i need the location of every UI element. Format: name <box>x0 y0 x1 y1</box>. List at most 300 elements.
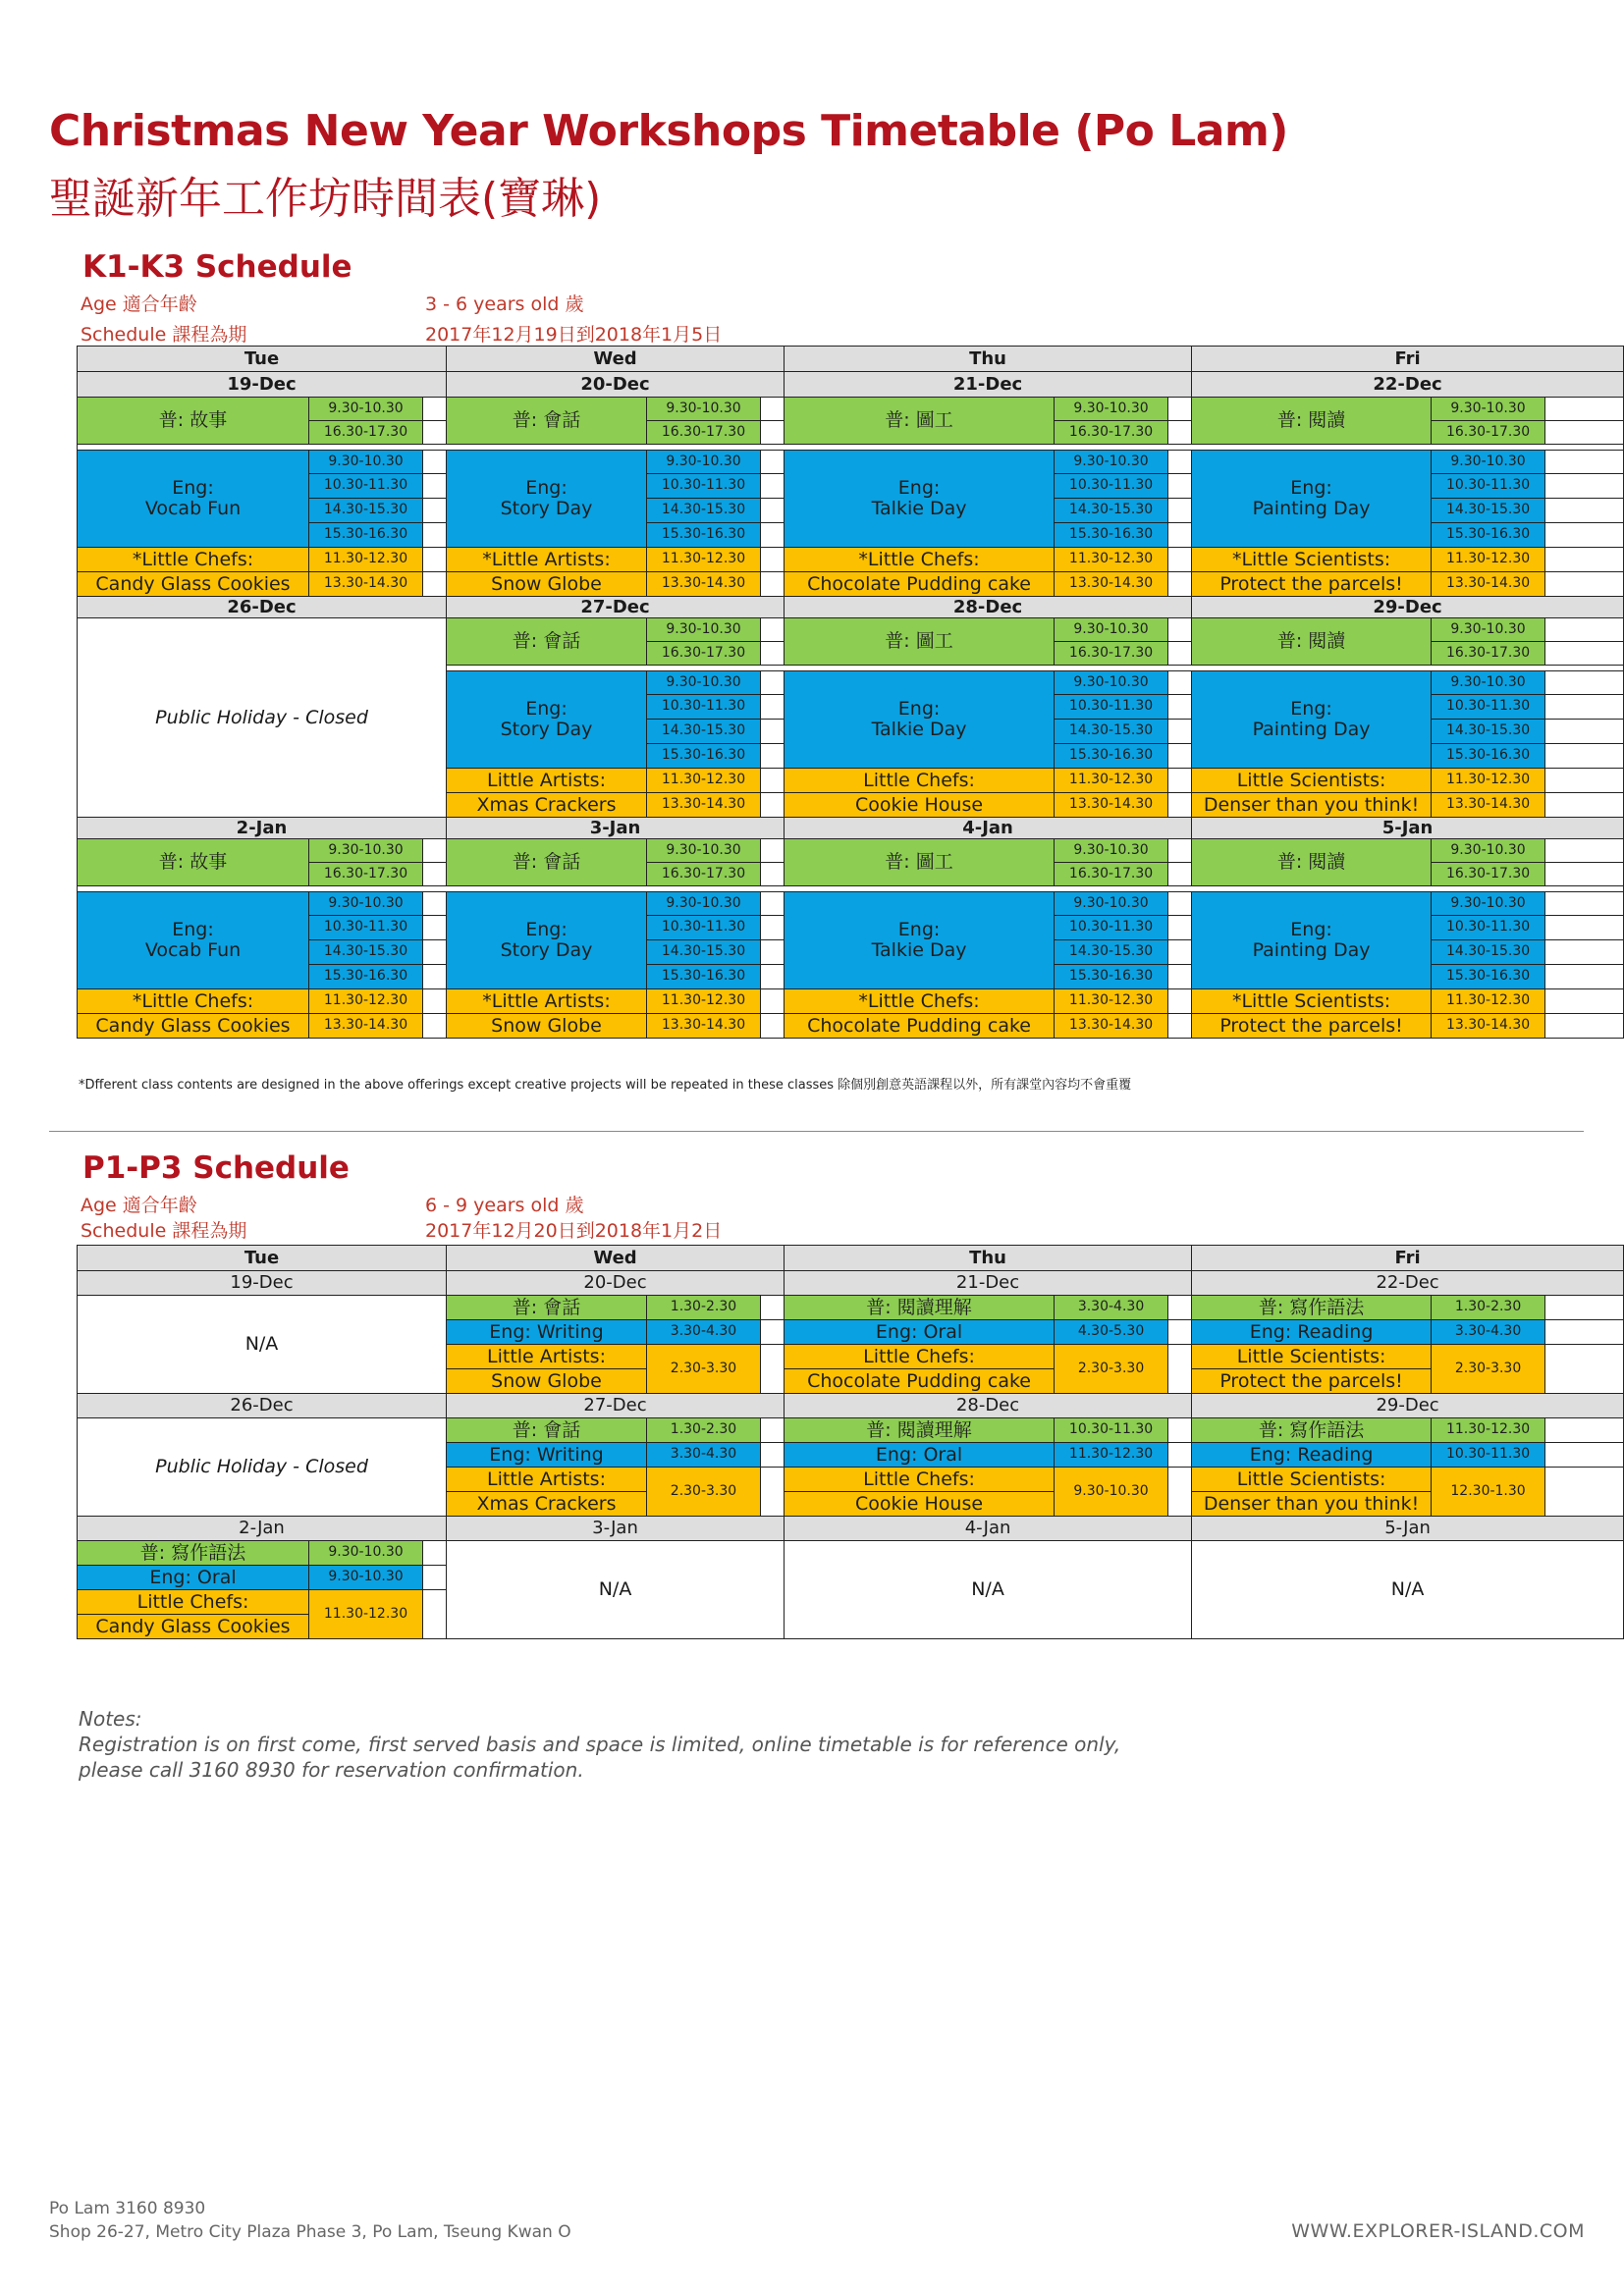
booking-box <box>423 499 447 523</box>
class-time: 13.30-14.30 <box>309 1014 423 1039</box>
english-class: Eng: Reading <box>1192 1443 1432 1468</box>
class-time: 14.30-15.30 <box>1055 499 1168 523</box>
english-class <box>78 892 309 989</box>
class-time: 14.30-15.30 <box>1055 940 1168 965</box>
booking-box <box>423 940 447 965</box>
k-week3-date-row <box>78 818 1624 839</box>
putonghua-class: 普: 會話 <box>447 1296 647 1320</box>
p-week1-date-row <box>78 1271 1624 1296</box>
class-time: 15.30-16.30 <box>1055 744 1168 769</box>
eng-label: Eng: <box>1290 698 1332 721</box>
p-age-label: Age 適合年齡 <box>81 1195 197 1216</box>
eng-topic: Story Day <box>500 939 593 961</box>
class-time: 13.30-14.30 <box>1432 572 1545 597</box>
booking-box <box>1545 1345 1624 1394</box>
class-time: 2.30-3.30 <box>1432 1345 1545 1394</box>
putonghua-class: 普: 圖工 <box>785 618 1055 666</box>
eng-topic: Painting Day <box>1252 939 1371 961</box>
k-age-value: 3 - 6 years old 歲 <box>425 294 584 315</box>
eng-topic: Vocab Fun <box>144 939 242 961</box>
class-time: 16.30-17.30 <box>1432 863 1545 886</box>
booking-box <box>1545 642 1624 666</box>
booking-box <box>1168 499 1192 523</box>
class-time: 14.30-15.30 <box>647 720 761 744</box>
booking-box <box>423 451 447 474</box>
booking-box <box>423 474 447 499</box>
class-time: 9.30-10.30 <box>647 398 761 421</box>
creative-class-title: *Little Chefs: <box>78 548 309 572</box>
date-cell: 2-Jan <box>78 1517 447 1541</box>
class-time: 9.30-10.30 <box>1055 618 1168 642</box>
class-time: 9.30-10.30 <box>1432 451 1545 474</box>
p-timetable <box>77 1245 1624 1639</box>
creative-class-name: Candy Glass Cookies <box>78 1014 309 1039</box>
creative-class-title: Little Chefs: <box>785 769 1055 793</box>
putonghua-class: 普: 閱讀 <box>1192 398 1432 445</box>
section-divider <box>49 1131 1584 1132</box>
class-time: 11.30-12.30 <box>309 989 423 1014</box>
p-day-wed: Wed <box>447 1246 785 1271</box>
not-available-cell: N/A <box>1192 1541 1624 1639</box>
english-class <box>785 892 1055 989</box>
booking-box <box>1168 1014 1192 1039</box>
booking-box <box>1168 618 1192 642</box>
class-time: 15.30-16.30 <box>1055 523 1168 548</box>
booking-box <box>1545 965 1624 989</box>
eng-topic: Talkie Day <box>871 498 967 519</box>
class-time: 1.30-2.30 <box>647 1418 761 1443</box>
footer-address: Shop 26-27, Metro City Plaza Phase 3, Po Lam, Tseung Kwan O <box>49 2222 571 2242</box>
booking-box <box>761 671 785 695</box>
k-week1-date-row <box>78 372 1624 398</box>
booking-box <box>761 499 785 523</box>
creative-class-name: Xmas Crackers <box>447 793 647 818</box>
booking-box <box>1168 398 1192 421</box>
class-time: 11.30-12.30 <box>1055 769 1168 793</box>
creative-class-name: Snow Globe <box>447 1369 647 1394</box>
putonghua-class: 普: 會話 <box>447 1418 647 1443</box>
english-class <box>1192 451 1432 548</box>
class-time: 13.30-14.30 <box>647 1014 761 1039</box>
booking-box <box>423 916 447 940</box>
date-cell: 5-Jan <box>1192 1517 1624 1541</box>
booking-box <box>423 1590 447 1639</box>
p-week2-date-row <box>78 1394 1624 1418</box>
class-time: 9.30-10.30 <box>647 839 761 863</box>
date-cell: 27-Dec <box>447 1394 785 1418</box>
creative-class-title: Little Artists: <box>447 1468 647 1492</box>
class-time: 13.30-14.30 <box>647 572 761 597</box>
class-time: 16.30-17.30 <box>1055 421 1168 445</box>
eng-label: Eng: <box>1290 477 1332 500</box>
k-day-header-row <box>78 347 1624 372</box>
class-time: 9.30-10.30 <box>1432 618 1545 642</box>
booking-box <box>1168 1443 1192 1468</box>
booking-box <box>1168 720 1192 744</box>
class-time: 10.30-11.30 <box>1055 695 1168 720</box>
creative-class-title: *Little Scientists: <box>1192 548 1432 572</box>
date-cell: 21-Dec <box>785 1271 1192 1296</box>
creative-class-name: Protect the parcels! <box>1192 1369 1432 1394</box>
booking-box <box>761 769 785 793</box>
class-time: 3.30-4.30 <box>1432 1320 1545 1345</box>
creative-class-title: Little Scientists: <box>1192 1345 1432 1369</box>
holiday-closed-cell: Public Holiday - Closed <box>78 1418 447 1517</box>
class-time: 13.30-14.30 <box>647 793 761 818</box>
creative-class-title: *Little Scientists: <box>1192 989 1432 1014</box>
putonghua-class: 普: 會話 <box>447 618 647 666</box>
holiday-closed-cell: Public Holiday - Closed <box>78 618 447 818</box>
class-time: 11.30-12.30 <box>309 548 423 572</box>
class-time: 15.30-16.30 <box>1432 744 1545 769</box>
k-week2-date-row <box>78 597 1624 618</box>
class-time: 10.30-11.30 <box>647 474 761 499</box>
booking-box <box>1168 744 1192 769</box>
p-day-thu: Thu <box>785 1246 1192 1271</box>
date-cell: 28-Dec <box>785 597 1192 618</box>
booking-box <box>1168 916 1192 940</box>
booking-box <box>1545 1014 1624 1039</box>
date-cell: 20-Dec <box>447 1271 785 1296</box>
booking-box <box>1168 671 1192 695</box>
class-time: 15.30-16.30 <box>1432 965 1545 989</box>
creative-class-name: Protect the parcels! <box>1192 1014 1432 1039</box>
booking-box <box>761 916 785 940</box>
class-time: 11.30-12.30 <box>647 989 761 1014</box>
date-cell: 28-Dec <box>785 1394 1192 1418</box>
class-time: 10.30-11.30 <box>647 695 761 720</box>
eng-label: Eng: <box>525 919 568 941</box>
class-time: 14.30-15.30 <box>1432 720 1545 744</box>
booking-box <box>761 989 785 1014</box>
booking-box <box>1168 451 1192 474</box>
creative-class-name: Denser than you think! <box>1192 1492 1432 1517</box>
english-class <box>1192 892 1432 989</box>
booking-box <box>761 1296 785 1320</box>
booking-box <box>1545 523 1624 548</box>
booking-box <box>1168 892 1192 916</box>
k-section-title: K1-K3 Schedule <box>82 249 352 285</box>
class-time: 2.30-3.30 <box>647 1345 761 1394</box>
class-time: 11.30-12.30 <box>1055 1443 1168 1468</box>
booking-box <box>1545 863 1624 886</box>
class-time: 9.30-10.30 <box>1432 671 1545 695</box>
class-time: 11.30-12.30 <box>1432 1418 1545 1443</box>
class-time: 15.30-16.30 <box>1432 523 1545 548</box>
booking-box <box>423 989 447 1014</box>
class-time: 11.30-12.30 <box>647 548 761 572</box>
date-cell: 4-Jan <box>785 1517 1192 1541</box>
class-time: 10.30-11.30 <box>647 916 761 940</box>
english-class <box>1192 671 1432 769</box>
eng-label: Eng: <box>525 477 568 500</box>
class-time: 2.30-3.30 <box>647 1468 761 1517</box>
date-cell: 29-Dec <box>1192 597 1624 618</box>
date-cell: 29-Dec <box>1192 1394 1624 1418</box>
booking-box <box>1545 916 1624 940</box>
footer-website-link[interactable]: WWW.EXPLORER-ISLAND.COM <box>1291 2220 1585 2242</box>
date-cell: 22-Dec <box>1192 1271 1624 1296</box>
class-time: 3.30-4.30 <box>647 1443 761 1468</box>
booking-box <box>1168 695 1192 720</box>
booking-box <box>1545 421 1624 445</box>
booking-box <box>1545 572 1624 597</box>
class-time: 9.30-10.30 <box>647 892 761 916</box>
creative-class-name: Snow Globe <box>447 1014 647 1039</box>
booking-box <box>1168 572 1192 597</box>
booking-box <box>761 793 785 818</box>
class-time: 9.30-10.30 <box>1055 398 1168 421</box>
putonghua-class: 普: 閱讀理解 <box>785 1418 1055 1443</box>
creative-class-title: Little Chefs: <box>78 1590 309 1615</box>
eng-topic: Painting Day <box>1252 498 1371 519</box>
booking-box <box>1545 1320 1624 1345</box>
class-time: 2.30-3.30 <box>1055 1345 1168 1394</box>
booking-box <box>761 863 785 886</box>
class-time: 12.30-1.30 <box>1432 1468 1545 1517</box>
class-time: 14.30-15.30 <box>1432 940 1545 965</box>
english-class: Eng: Writing <box>447 1443 647 1468</box>
creative-class-title: Little Scientists: <box>1192 769 1432 793</box>
putonghua-class: 普: 寫作語法 <box>78 1541 309 1566</box>
date-cell: 4-Jan <box>785 818 1192 839</box>
eng-label: Eng: <box>897 919 941 941</box>
k-day-fri: Fri <box>1192 347 1624 372</box>
booking-box <box>1168 642 1192 666</box>
putonghua-class: 普: 寫作語法 <box>1192 1418 1432 1443</box>
class-time: 16.30-17.30 <box>1055 863 1168 886</box>
class-time: 15.30-16.30 <box>1055 965 1168 989</box>
class-time: 15.30-16.30 <box>309 965 423 989</box>
creative-class-name: Xmas Crackers <box>447 1492 647 1517</box>
booking-box <box>1168 793 1192 818</box>
footer-phone: Po Lam 3160 8930 <box>49 2199 206 2218</box>
date-cell: 3-Jan <box>447 1517 785 1541</box>
notes-line-2: please call 3160 8930 for reservation confirmation. <box>79 1758 584 1782</box>
date-cell: 5-Jan <box>1192 818 1624 839</box>
english-class <box>447 451 647 548</box>
booking-box <box>423 572 447 597</box>
booking-box <box>1168 1418 1192 1443</box>
eng-label: Eng: <box>1290 919 1332 941</box>
class-time: 9.30-10.30 <box>309 1566 423 1590</box>
class-time: 10.30-11.30 <box>1432 474 1545 499</box>
class-time: 11.30-12.30 <box>1055 548 1168 572</box>
booking-box <box>761 572 785 597</box>
class-time: 10.30-11.30 <box>1055 474 1168 499</box>
booking-box <box>761 1345 785 1394</box>
booking-box <box>1545 1418 1624 1443</box>
booking-box <box>1545 499 1624 523</box>
english-class: Eng: Oral <box>785 1320 1055 1345</box>
class-time: 9.30-10.30 <box>309 451 423 474</box>
class-time: 9.30-10.30 <box>647 671 761 695</box>
class-time: 10.30-11.30 <box>1055 916 1168 940</box>
creative-class-title: *Little Chefs: <box>785 989 1055 1014</box>
booking-box <box>1168 839 1192 863</box>
class-time: 10.30-11.30 <box>309 916 423 940</box>
booking-box <box>761 1468 785 1517</box>
class-time: 10.30-11.30 <box>1055 1418 1168 1443</box>
class-time: 16.30-17.30 <box>647 642 761 666</box>
booking-box <box>1168 421 1192 445</box>
class-time: 9.30-10.30 <box>1055 1468 1168 1517</box>
class-time: 1.30-2.30 <box>647 1296 761 1320</box>
class-time: 14.30-15.30 <box>647 940 761 965</box>
class-time: 13.30-14.30 <box>1055 793 1168 818</box>
class-time: 16.30-17.30 <box>309 421 423 445</box>
booking-box <box>423 839 447 863</box>
class-time: 14.30-15.30 <box>309 940 423 965</box>
booking-box <box>761 474 785 499</box>
creative-class-title: Little Scientists: <box>1192 1468 1432 1492</box>
page-title-chinese: 聖誕新年工作坊時間表(寶琳) <box>49 174 602 224</box>
class-time: 16.30-17.30 <box>647 863 761 886</box>
date-cell: 2-Jan <box>78 818 447 839</box>
k-day-wed: Wed <box>447 347 785 372</box>
booking-box <box>761 744 785 769</box>
class-time: 13.30-14.30 <box>1055 1014 1168 1039</box>
putonghua-class: 普: 閱讀 <box>1192 839 1432 886</box>
class-time: 4.30-5.30 <box>1055 1320 1168 1345</box>
creative-class-title: Little Artists: <box>447 769 647 793</box>
class-time: 9.30-10.30 <box>647 618 761 642</box>
class-time: 13.30-14.30 <box>1432 793 1545 818</box>
class-time: 10.30-11.30 <box>1432 1443 1545 1468</box>
creative-class-name: Chocolate Pudding cake <box>785 1369 1055 1394</box>
class-time: 16.30-17.30 <box>1055 642 1168 666</box>
booking-box <box>1545 940 1624 965</box>
class-time: 16.30-17.30 <box>309 863 423 886</box>
class-time: 11.30-12.30 <box>1432 548 1545 572</box>
p-day-tue: Tue <box>78 1246 447 1271</box>
class-time: 11.30-12.30 <box>1432 769 1545 793</box>
booking-box <box>761 451 785 474</box>
booking-box <box>1168 940 1192 965</box>
english-class <box>785 671 1055 769</box>
booking-box <box>1545 1468 1624 1517</box>
eng-topic: Talkie Day <box>871 719 967 740</box>
class-time: 15.30-16.30 <box>647 523 761 548</box>
booking-box <box>761 940 785 965</box>
booking-box <box>1545 474 1624 499</box>
class-time: 11.30-12.30 <box>309 1590 423 1639</box>
creative-class-title: *Little Artists: <box>447 548 647 572</box>
putonghua-class: 普: 故事 <box>78 839 309 886</box>
eng-topic: Talkie Day <box>871 939 967 961</box>
eng-label: Eng: <box>897 698 941 721</box>
english-class <box>78 451 309 548</box>
booking-box <box>761 1443 785 1468</box>
putonghua-class: 普: 圖工 <box>785 398 1055 445</box>
booking-box <box>423 1541 447 1566</box>
date-cell: 3-Jan <box>447 818 785 839</box>
class-time: 10.30-11.30 <box>1432 916 1545 940</box>
eng-topic: Story Day <box>500 719 593 740</box>
date-cell: 19-Dec <box>78 1271 447 1296</box>
booking-box <box>1168 863 1192 886</box>
class-time: 13.30-14.30 <box>1055 572 1168 597</box>
page-title: Christmas New Year Workshops Timetable (Po Lam) <box>49 106 1288 156</box>
booking-box <box>1545 839 1624 863</box>
class-time: 9.30-10.30 <box>309 398 423 421</box>
putonghua-class: 普: 圖工 <box>785 839 1055 886</box>
p-day-fri: Fri <box>1192 1246 1624 1271</box>
booking-box <box>761 618 785 642</box>
class-time: 3.30-4.30 <box>1055 1296 1168 1320</box>
class-time: 14.30-15.30 <box>1055 720 1168 744</box>
booking-box <box>761 523 785 548</box>
english-class <box>447 892 647 989</box>
booking-box <box>1545 769 1624 793</box>
putonghua-class: 普: 會話 <box>447 398 647 445</box>
booking-box <box>1545 720 1624 744</box>
booking-box <box>1545 989 1624 1014</box>
english-class <box>785 451 1055 548</box>
booking-box <box>1545 398 1624 421</box>
class-time: 13.30-14.30 <box>1432 1014 1545 1039</box>
class-time: 16.30-17.30 <box>1432 642 1545 666</box>
english-class: Eng: Reading <box>1192 1320 1432 1345</box>
k-footnote: *Dfferent class contents are designed in the above offerings except creative projects will be repeated in these classes 除個別創意英語課程以外，所有課堂內容均不會重覆 <box>79 1078 1132 1093</box>
booking-box <box>1168 1320 1192 1345</box>
k-schedule-value: 2017年12月19日到2018年1月5日 <box>425 324 723 346</box>
p-age-value: 6 - 9 years old 歲 <box>425 1195 584 1216</box>
not-available-cell: N/A <box>447 1541 785 1639</box>
booking-box <box>761 965 785 989</box>
booking-box <box>1168 769 1192 793</box>
booking-box <box>1168 1296 1192 1320</box>
date-cell: 26-Dec <box>78 597 447 618</box>
eng-label: Eng: <box>897 477 941 500</box>
english-class: Eng: Oral <box>78 1566 309 1590</box>
booking-box <box>1168 989 1192 1014</box>
notes-heading: Notes: <box>79 1707 142 1731</box>
class-time: 15.30-16.30 <box>309 523 423 548</box>
booking-box <box>761 1418 785 1443</box>
booking-box <box>1545 695 1624 720</box>
booking-box <box>1168 1468 1192 1517</box>
class-time: 9.30-10.30 <box>309 1541 423 1566</box>
booking-box <box>423 1566 447 1590</box>
booking-box <box>761 720 785 744</box>
date-cell: 22-Dec <box>1192 372 1624 398</box>
eng-label: Eng: <box>525 698 568 721</box>
creative-class-title: Little Chefs: <box>785 1345 1055 1369</box>
k-schedule-label: Schedule 課程為期 <box>81 324 247 346</box>
not-available-cell: N/A <box>785 1541 1192 1639</box>
booking-box <box>761 695 785 720</box>
class-time: 14.30-15.30 <box>647 499 761 523</box>
english-class <box>447 671 647 769</box>
not-available-cell: N/A <box>78 1296 447 1394</box>
class-time: 14.30-15.30 <box>309 499 423 523</box>
booking-box <box>1545 1296 1624 1320</box>
booking-box <box>423 548 447 572</box>
class-time: 9.30-10.30 <box>1055 451 1168 474</box>
creative-class-title: *Little Chefs: <box>785 548 1055 572</box>
class-time: 11.30-12.30 <box>647 769 761 793</box>
putonghua-class: 普: 會話 <box>447 839 647 886</box>
creative-class-title: Little Artists: <box>447 1345 647 1369</box>
english-class: Eng: Oral <box>785 1443 1055 1468</box>
creative-class-name: Chocolate Pudding cake <box>785 572 1055 597</box>
date-cell: 21-Dec <box>785 372 1192 398</box>
eng-topic: Painting Day <box>1252 719 1371 740</box>
class-time: 9.30-10.30 <box>1432 892 1545 916</box>
booking-box <box>761 421 785 445</box>
p-section-title: P1-P3 Schedule <box>82 1150 350 1186</box>
